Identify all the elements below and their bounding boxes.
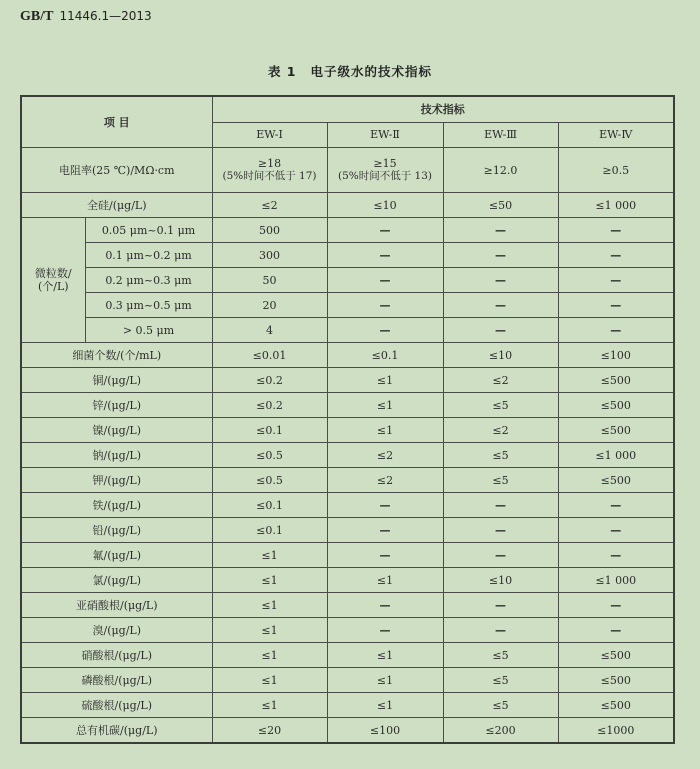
table-cell: ≤1 xyxy=(212,668,327,693)
standard-prefix: GB/T xyxy=(20,9,54,24)
table-cell: ≤5 xyxy=(443,468,558,493)
grade-header: EW-Ⅲ xyxy=(443,122,558,148)
table-cell: ≤1 xyxy=(327,693,443,718)
row-label: 电阻率(25 ℃)/MΩ·cm xyxy=(21,148,212,193)
table-row xyxy=(21,393,674,418)
table-cell: ≤1000 xyxy=(558,718,674,744)
table-cell: — xyxy=(558,268,674,293)
table-row xyxy=(21,418,674,443)
table-cell: ≤500 xyxy=(558,393,674,418)
table-cell: ≤1 xyxy=(327,393,443,418)
table-cell: ≤50 xyxy=(443,193,558,218)
grade-header: EW-Ⅳ xyxy=(558,122,674,148)
table-cell: ≤0.5 xyxy=(212,468,327,493)
table-row xyxy=(21,518,674,543)
table-cell: 50 xyxy=(212,268,327,293)
table-cell: ≤500 xyxy=(558,418,674,443)
table-cell: — xyxy=(558,293,674,318)
main-rows xyxy=(21,343,674,744)
table-cell: — xyxy=(558,218,674,243)
table-cell: ≤1 xyxy=(327,668,443,693)
table-cell: — xyxy=(443,518,558,543)
particle-group-label xyxy=(21,218,85,343)
table-cell: ≤0.5 xyxy=(212,443,327,468)
table-row-resistivity xyxy=(21,148,674,193)
table-cell: ≤1 xyxy=(327,418,443,443)
table-cell: ≤2 xyxy=(327,443,443,468)
table-cell: — xyxy=(443,218,558,243)
table-row-particles xyxy=(21,243,674,268)
table-cell: — xyxy=(327,243,443,268)
table-cell: 500 xyxy=(212,218,327,243)
table-row xyxy=(21,343,674,368)
row-label: 0.3 μm~0.5 μm xyxy=(85,293,212,318)
row-label: 硫酸根/(μg/L) xyxy=(21,693,212,718)
table-cell: ≤0.1 xyxy=(212,418,327,443)
row-label: > 0.5 μm xyxy=(85,318,212,343)
row-label: 氯/(μg/L) xyxy=(21,568,212,593)
table-cell: ≤20 xyxy=(212,718,327,744)
table-cell: ≤1 xyxy=(212,693,327,718)
table-cell: — xyxy=(327,543,443,568)
table-cell: ≤1 xyxy=(212,543,327,568)
row-label: 硝酸根/(μg/L) xyxy=(21,643,212,668)
table-cell: ≥0.5 xyxy=(558,148,674,193)
table-row xyxy=(21,468,674,493)
row-label: 0.2 μm~0.3 μm xyxy=(85,268,212,293)
row-label: 氟/(μg/L) xyxy=(21,543,212,568)
table-cell: 20 xyxy=(212,293,327,318)
table-cell: ≤1 xyxy=(212,643,327,668)
table-cell: 300 xyxy=(212,243,327,268)
spec-table xyxy=(20,95,675,744)
table-row-silicon xyxy=(21,193,674,218)
table-cell: — xyxy=(558,593,674,618)
table-cell: ≤100 xyxy=(558,343,674,368)
table-row xyxy=(21,668,674,693)
table-cell: 4 xyxy=(212,318,327,343)
table-row-particles xyxy=(21,318,674,343)
standard-number: 11446.1—2013 xyxy=(59,9,152,23)
table-row xyxy=(21,543,674,568)
table-cell: ≤500 xyxy=(558,693,674,718)
table-cell: ≤500 xyxy=(558,643,674,668)
table-cell: — xyxy=(558,243,674,268)
table-cell: ≤1 000 xyxy=(558,443,674,468)
table-number: 表 1 xyxy=(267,64,297,79)
table-row xyxy=(21,618,674,643)
row-label: 锌/(μg/L) xyxy=(21,393,212,418)
group-label-line: 微粒数/ xyxy=(34,267,72,280)
table-cell: ≤0.1 xyxy=(212,518,327,543)
table-cell: ≤200 xyxy=(443,718,558,744)
table-cell: ≤1 xyxy=(327,643,443,668)
table-cell: — xyxy=(443,243,558,268)
row-label: 钠/(μg/L) xyxy=(21,443,212,468)
table-cell: — xyxy=(443,618,558,643)
cell-note: (5%时间不低于 13) xyxy=(337,170,433,182)
table-cell: ≤0.2 xyxy=(212,393,327,418)
table-cell: ≤500 xyxy=(558,368,674,393)
row-label: 铜/(μg/L) xyxy=(21,368,212,393)
table-row xyxy=(21,718,674,744)
table-cell: — xyxy=(558,518,674,543)
row-label: 0.05 μm~0.1 μm xyxy=(85,218,212,243)
standard-identifier xyxy=(20,9,152,25)
table-row xyxy=(21,643,674,668)
table-row xyxy=(21,693,674,718)
table-cell: ≤500 xyxy=(558,668,674,693)
row-label: 溴/(μg/L) xyxy=(21,618,212,643)
table-row xyxy=(21,568,674,593)
table-cell: ≤1 xyxy=(212,568,327,593)
row-label: 磷酸根/(μg/L) xyxy=(21,668,212,693)
grade-header: EW-Ⅰ xyxy=(212,122,327,148)
table-cell: — xyxy=(558,318,674,343)
table-row-particles xyxy=(21,268,674,293)
table-cell: — xyxy=(327,493,443,518)
table-row xyxy=(21,593,674,618)
row-label: 总有机碳/(μg/L) xyxy=(21,718,212,744)
table-cell: ≤0.01 xyxy=(212,343,327,368)
row-label: 全硅/(μg/L) xyxy=(21,193,212,218)
table-cell: ≤100 xyxy=(327,718,443,744)
table-cell: ≤1 xyxy=(327,568,443,593)
table-cell: ≤1 000 xyxy=(558,568,674,593)
table-row-particles xyxy=(21,218,674,243)
row-label: 细菌个数/(个/mL) xyxy=(21,343,212,368)
table-cell xyxy=(212,148,327,193)
table-cell: ≤5 xyxy=(443,393,558,418)
table-title: 电子级水的技术指标 xyxy=(310,64,433,79)
table-cell: — xyxy=(327,318,443,343)
table-cell: ≤2 xyxy=(212,193,327,218)
table-cell: — xyxy=(443,493,558,518)
table-cell: ≤10 xyxy=(443,568,558,593)
table-cell: — xyxy=(558,543,674,568)
table-cell: ≤2 xyxy=(327,468,443,493)
table-cell: — xyxy=(327,268,443,293)
table-cell: — xyxy=(327,593,443,618)
table-cell: — xyxy=(443,268,558,293)
table-caption xyxy=(0,62,700,80)
table-cell: ≤500 xyxy=(558,468,674,493)
table-cell: — xyxy=(327,618,443,643)
table-cell: ≤2 xyxy=(443,368,558,393)
table-cell: ≤5 xyxy=(443,668,558,693)
table-cell: — xyxy=(327,218,443,243)
table-cell: ≤1 xyxy=(212,618,327,643)
table-cell: ≤5 xyxy=(443,443,558,468)
table-cell: — xyxy=(558,493,674,518)
table-cell: — xyxy=(443,318,558,343)
table-cell: — xyxy=(558,618,674,643)
row-label: 镍/(μg/L) xyxy=(21,418,212,443)
table-cell: ≥12.0 xyxy=(443,148,558,193)
row-label: 0.1 μm~0.2 μm xyxy=(85,243,212,268)
row-label: 铁/(μg/L) xyxy=(21,493,212,518)
table-cell: — xyxy=(327,518,443,543)
table-cell: ≤5 xyxy=(443,693,558,718)
header-row-group xyxy=(21,96,674,122)
header-tech-indicators: 技术指标 xyxy=(212,96,674,122)
cell-main: ≥15 xyxy=(373,157,397,170)
table-cell: ≤1 xyxy=(212,593,327,618)
table-cell: ≤1 000 xyxy=(558,193,674,218)
table-cell: ≤10 xyxy=(327,193,443,218)
table-cell xyxy=(327,148,443,193)
table-cell: — xyxy=(443,593,558,618)
table-cell: ≤0.1 xyxy=(212,493,327,518)
table-row xyxy=(21,443,674,468)
table-cell: ≤2 xyxy=(443,418,558,443)
grade-header: EW-Ⅱ xyxy=(327,122,443,148)
table-cell: — xyxy=(327,293,443,318)
row-label: 亚硝酸根/(μg/L) xyxy=(21,593,212,618)
table-cell: ≤0.2 xyxy=(212,368,327,393)
table-cell: ≤10 xyxy=(443,343,558,368)
group-label-line: (个/L) xyxy=(37,280,69,293)
table-cell: ≤1 xyxy=(327,368,443,393)
cell-note: (5%时间不低于 17) xyxy=(222,170,317,182)
header-item: 项 目 xyxy=(21,96,212,148)
table-cell: — xyxy=(443,293,558,318)
cell-main: ≥18 xyxy=(257,157,282,170)
row-label: 铅/(μg/L) xyxy=(21,518,212,543)
table-cell: ≤5 xyxy=(443,643,558,668)
table-row xyxy=(21,368,674,393)
table-cell: ≤0.1 xyxy=(327,343,443,368)
table-row-particles xyxy=(21,293,674,318)
table-cell: — xyxy=(443,543,558,568)
row-label: 钾/(μg/L) xyxy=(21,468,212,493)
table-row xyxy=(21,493,674,518)
